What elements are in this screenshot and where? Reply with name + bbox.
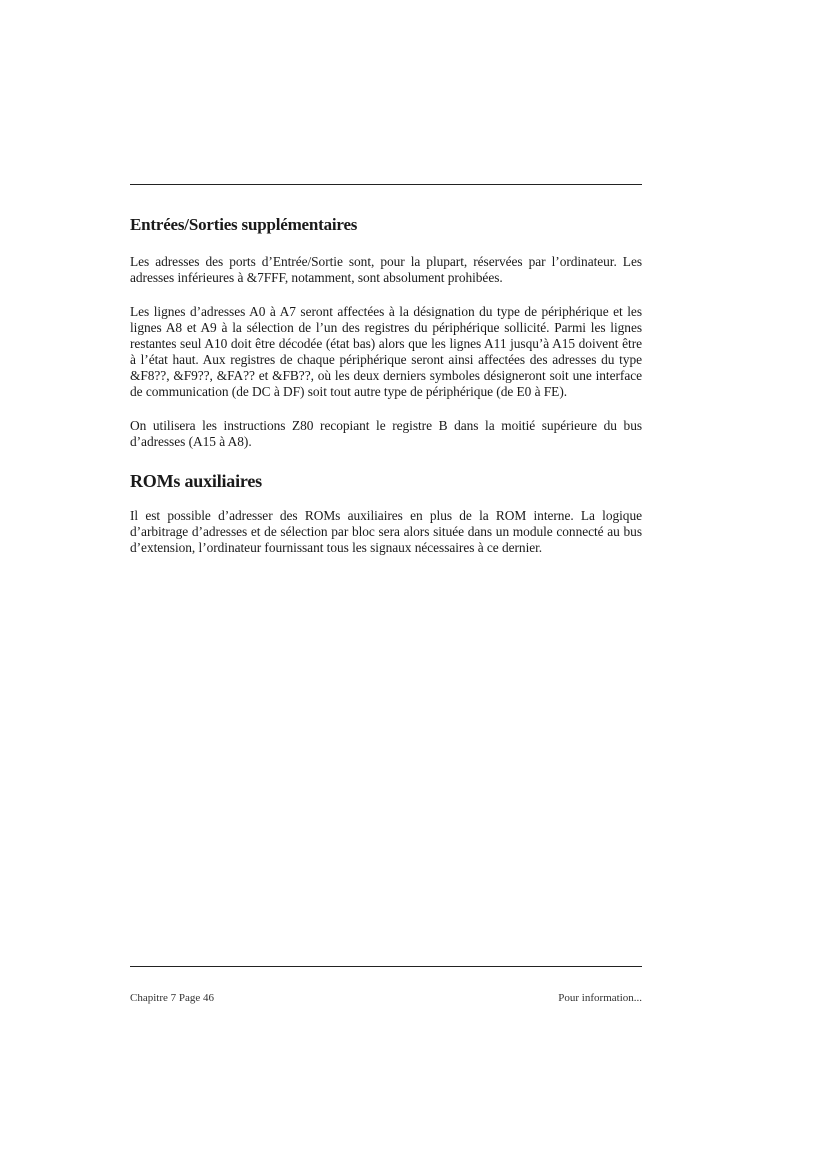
section-heading-roms: ROMs auxiliaires [130,471,262,491]
paragraph: Les adresses des ports d’Entrée/Sortie sont, pour la plupart, réservées par l’ordinateur. Les adresses inférieures à &7FFF, notamment, sont absolument prohibées. [130,254,642,285]
paragraph: On utilisera les instructions Z80 recopiant le registre B dans la moitié supérieure du bus d’adresses (A15 à A8). [130,418,642,449]
footer-page-number: Chapitre 7 Page 46 [130,992,215,1004]
footer-rule [130,966,642,967]
page-content [130,214,642,574]
paragraph: Les lignes d’adresses A0 à A7 seront affectées à la désignation du type de périphérique et les lignes A8 et A9 à la sélection de l’un des registres du périphérique sollicité. Parmi les lignes restantes seul A10 doit être décodée (état bas) alors que les lignes A11 jusqu’à A15 doivent être à l’état haut. Aux registres de chaque périphérique seront ainsi affectées des adresses du type &F8??, &F9??, &FA?? et &FB??, où les deux derniers symboles désigneront soit une interface de communication (de DC à DF) soit tout autre type de périphérique (de E0 à FE). [130,304,642,399]
header-rule [130,184,642,185]
footer-note: Pour information... [558,992,642,1004]
section-heading-io: Entrées/Sorties supplémentaires [130,215,358,234]
paragraph: Il est possible d’adresser des ROMs auxiliaires en plus de la ROM interne. La logique d’arbitrage d’adresses et de sélection par bloc sera alors située dans un module connecté au bus d’extension, l’ordinateur fournissant tous les signaux nécessaires à ce dernier. [130,508,642,555]
